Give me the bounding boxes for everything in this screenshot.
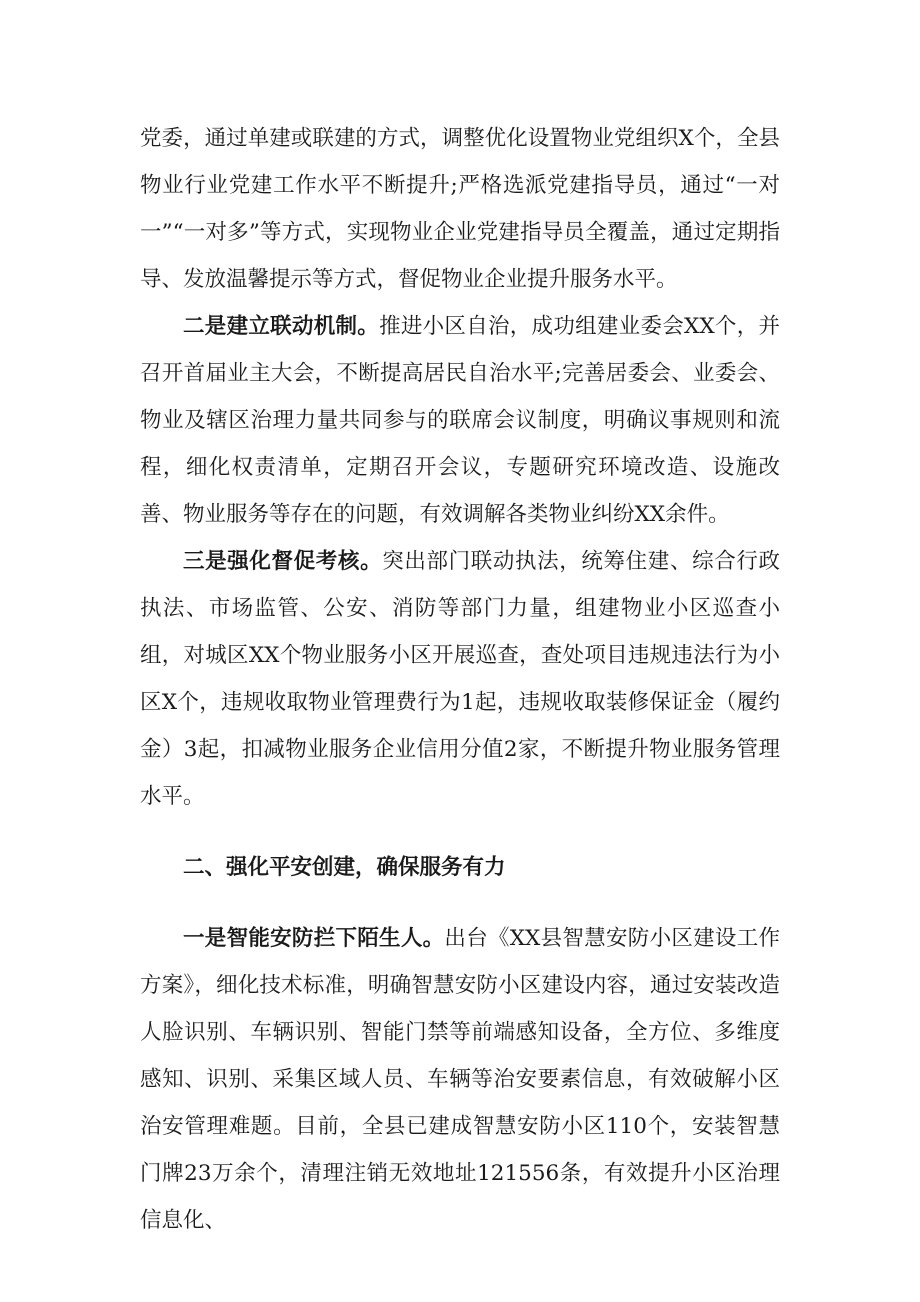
document-page (140, 115, 780, 1244)
paragraph-text: 突出部门联动执法，统筹住建、综合行政执法、市场监管、公安、消防等部门力量，组建物业小区巡查小组，对城区XX个物业服务小区开展巡查，查处项目违规违法行为小区X个，违规收取物业管理费行为1起，违规收取装修保证金（履约金）3起，扣减物业服务企业信用分值2家，不断提升物业服务管理水平。 (140, 549, 780, 809)
paragraph-text: 推进小区自治，成功组建业委会XX个，并召开首届业主大会，不断提高居民自治水平;完善居委会、业委会、物业及辖区治理力量共同参与的联席会议制度，明确议事规则和流程，细化权责清单，定期召开会议，专题研究环境改造、设施改善、物业服务等存在的问题，有效调解各类物业纠纷XX余件。 (140, 314, 780, 527)
spacer (140, 820, 780, 844)
spacer (140, 891, 780, 915)
paragraph-smart-security (140, 915, 780, 1244)
paragraph-lead: 三是强化督促考核。 (183, 549, 383, 574)
paragraph-text: 党委，通过单建或联建的方式，调整优化设置物业党组织X个，全县物业行业党建工作水平不断提升;严格选派党建指导员，通过“一对一”“一对多”等方式，实现物业企业党建指导员全覆盖，通过定期指导、发放温馨提示等方式，督促物业企业提升服务水平。 (140, 126, 780, 292)
paragraph-linkage-mechanism (140, 303, 780, 538)
paragraph-lead: 一是智能安防拦下陌生人。 (183, 926, 445, 951)
section-heading: 二、强化平安创建，确保服务有力 (183, 855, 506, 880)
paragraph-supervision-assessment (140, 538, 780, 820)
paragraph-text: 出台《XX县智慧安防小区建设工作方案》，细化技术标准，明确智慧安防小区建设内容，通过安装改造人脸识别、车辆识别、智能门禁等前端感知设备，全方位、多维度感知、识别、采集区域人员、车辆等治安要素信息，有效破解小区治安管理难题。目前，全县已建成智慧安防小区110个，安装智慧门牌23万余个，清理注销无效地址121556条，有效提升小区治理信息化、 (140, 926, 780, 1233)
paragraph-lead: 二是建立联动机制。 (183, 314, 380, 339)
paragraph-continuation (140, 115, 780, 303)
